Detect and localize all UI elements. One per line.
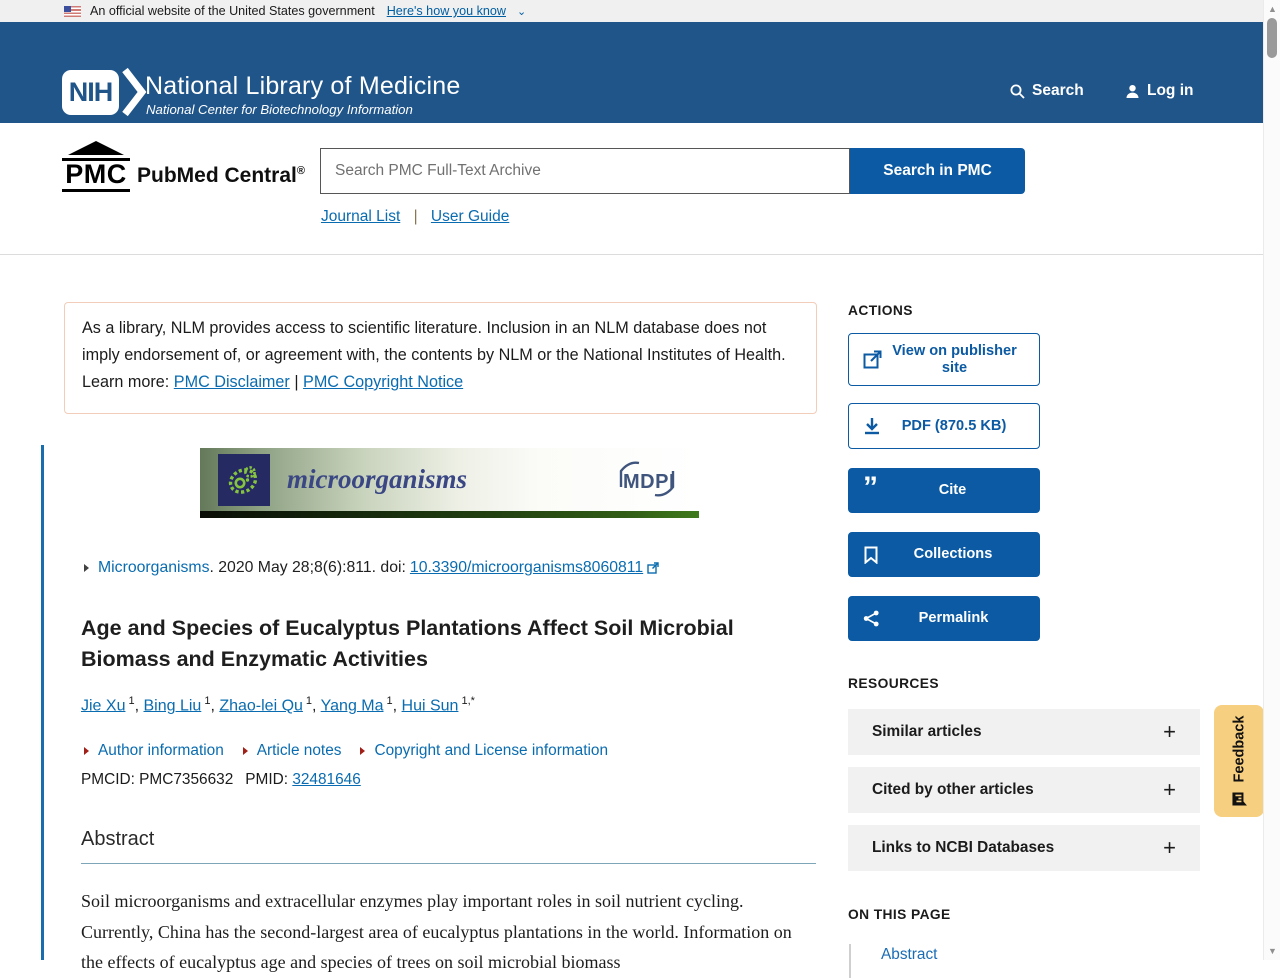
microorganisms-journal-icon — [218, 454, 270, 506]
accordion-label: Links to NCBI Databases — [872, 839, 1055, 856]
feedback-label: Feedback — [1231, 715, 1247, 782]
on-this-page-heading: ON THIS PAGE — [848, 907, 951, 922]
similar-articles-accordion[interactable] — [848, 709, 1200, 755]
download-icon — [863, 417, 881, 435]
cited-by-accordion[interactable] — [848, 767, 1200, 813]
author-affiliation-sup: 1 — [305, 695, 313, 707]
author-list: Jie Xu $^1$, Bing Liu $^1$, Zhao-lei Qu $^1$, Yang Ma $^1$, Hui Sun $^{1,*}$ — [81, 695, 475, 715]
pmc-logo[interactable] — [64, 141, 305, 192]
journal-link[interactable]: Microorganisms — [98, 559, 210, 576]
article-title: Age and Species of Eucalyptus Plantations Affect Soil Microbial Biomass and Enzymatic Activities — [81, 616, 734, 671]
pmc-logo-name: PubMed Central® — [137, 163, 305, 187]
article-notes-toggle[interactable] — [243, 742, 342, 760]
triangle-marker-icon — [84, 747, 89, 755]
nih-logo-chevron-icon — [121, 67, 147, 117]
pmid-label: PMID: — [245, 771, 293, 788]
author-link[interactable]: Jie Xu — [81, 697, 126, 715]
accordion-label: Cited by other articles — [872, 781, 1034, 798]
article-ids — [81, 771, 361, 789]
bookmark-icon — [863, 546, 879, 564]
nlm-disclaimer-box — [64, 302, 817, 414]
external-link-icon — [863, 350, 882, 369]
quote-icon: ” — [863, 470, 878, 504]
pmcid-value: PMC7356632 — [139, 771, 234, 788]
disclaimer-text: As a library, NLM provides access to scientific literature. Inclusion in an NLM database does not imply endorsement of, or agreement with, the contents by NLM or the National Institutes of Health. — [82, 319, 786, 364]
author-link[interactable]: Zhao-lei Qu — [219, 697, 303, 715]
pmc-disclaimer-link[interactable]: PMC Disclaimer — [173, 373, 290, 391]
nlm-header — [0, 22, 1263, 123]
user-guide-link[interactable]: User Guide — [430, 208, 510, 225]
nlm-subtitle: National Center for Biotechnology Information — [146, 102, 413, 117]
accordion-label: Similar articles — [872, 723, 982, 740]
nlm-title: National Library of Medicine — [145, 72, 461, 100]
on-this-page-abstract-link[interactable]: Abstract — [881, 946, 938, 963]
view-on-publisher-button[interactable] — [848, 333, 1040, 386]
search-icon — [1010, 84, 1025, 99]
pmc-quick-links — [321, 208, 509, 226]
journal-banner-strip — [200, 511, 699, 518]
author-affiliation-sup: 1,* — [461, 695, 475, 707]
collections-button[interactable] — [848, 532, 1040, 577]
article-left-rule — [41, 445, 44, 960]
plus-icon: + — [1163, 777, 1176, 802]
citation-text: . 2020 May 28;8(6):811. doi: — [209, 559, 406, 576]
abstract-heading: Abstract — [81, 828, 816, 864]
author-link[interactable]: Hui Sun — [401, 697, 459, 715]
author-affiliation-sup: 1 — [128, 695, 135, 707]
feedback-icon — [1231, 790, 1248, 807]
doi-link[interactable]: 10.3390/microorganisms8060811 — [410, 559, 659, 577]
resources-heading: RESOURCES — [848, 676, 939, 691]
citation-line — [84, 559, 659, 577]
copyright-license-link: Copyright and License information — [374, 742, 609, 759]
plus-icon: + — [1163, 835, 1176, 860]
header-login-button[interactable] — [1125, 82, 1194, 100]
triangle-marker-icon — [84, 564, 89, 572]
pmc-bar — [0, 123, 1263, 255]
gov-banner-text: An official website of the United States government — [90, 4, 375, 18]
pmc-building-icon — [64, 141, 128, 192]
article-meta-links — [84, 742, 608, 760]
permalink-button[interactable] — [848, 596, 1040, 641]
us-flag-icon — [64, 6, 81, 17]
scroll-down-arrow[interactable]: ▼ — [1268, 946, 1277, 956]
pmcid-label: PMCID: — [81, 771, 140, 788]
pmc-search-input[interactable] — [320, 148, 850, 194]
chevron-down-icon: ⌄ — [517, 5, 527, 18]
mdpi-logo: MDPI — [615, 457, 679, 503]
actions-heading: ACTIONS — [848, 303, 913, 318]
author-affiliation-sup: 1 — [204, 695, 211, 707]
author-link[interactable]: Yang Ma — [320, 697, 384, 715]
pmc-abbr: PMC — [62, 158, 130, 192]
share-icon — [863, 610, 880, 627]
ncbi-links-accordion[interactable] — [848, 825, 1200, 871]
scroll-up-arrow[interactable]: ▲ — [1268, 4, 1277, 14]
header-search-button[interactable] — [1010, 82, 1084, 100]
disclaimer-learn-more: Learn more: — [82, 373, 174, 391]
author-information-link: Author information — [98, 742, 224, 759]
article-notes-link: Article notes — [256, 742, 342, 759]
nih-logo[interactable] — [62, 67, 147, 117]
header-search-label: Search — [1032, 82, 1084, 99]
triangle-marker-icon — [243, 747, 248, 755]
copyright-license-toggle[interactable] — [360, 742, 608, 760]
author-link[interactable]: Bing Liu — [143, 697, 202, 715]
how-you-know-link[interactable]: Here's how you know — [386, 4, 506, 18]
links-separator: | — [413, 208, 418, 225]
button-label: View on publisher site — [892, 342, 1017, 376]
on-this-page-nav — [849, 944, 937, 978]
cite-button[interactable] — [848, 468, 1040, 513]
triangle-marker-icon — [360, 747, 365, 755]
gov-banner — [0, 0, 1263, 22]
external-link-icon — [647, 562, 659, 574]
scrollbar-thumb[interactable] — [1267, 18, 1277, 58]
feedback-button[interactable] — [1214, 705, 1264, 817]
pmc-search-button[interactable]: Search in PMC — [850, 148, 1025, 194]
person-icon — [1125, 84, 1140, 99]
disclaimer-separator: | — [294, 373, 304, 391]
author-affiliation-sup: 1 — [386, 695, 393, 707]
abstract-paragraph: Soil microorganisms and extracellular enzymes play important roles in soil nutrient cycling. Currently, China has the second-largest area of eucalyptus plantations in the world. Information on the effects of eucalyptus age and species of trees on soil microbial biomass — [81, 891, 792, 972]
button-label: PDF (870.5 KB) — [901, 417, 1007, 434]
scrollbar-track[interactable] — [1263, 0, 1280, 960]
journal-list-link[interactable]: Journal List — [321, 208, 401, 225]
plus-icon: + — [1163, 719, 1176, 744]
registered-mark: ® — [296, 164, 305, 177]
nih-logo-box: NIH — [62, 70, 119, 115]
journal-banner — [200, 448, 699, 518]
button-label: Collections — [913, 546, 993, 562]
pmc-copyright-link[interactable]: PMC Copyright Notice — [303, 373, 464, 391]
header-login-label: Log in — [1147, 82, 1194, 99]
button-label: Permalink — [918, 610, 989, 626]
author-information-toggle[interactable] — [84, 742, 224, 760]
button-label: Cite — [938, 482, 967, 498]
journal-name: microorganisms — [287, 464, 468, 494]
pmid-link[interactable]: 32481646 — [292, 771, 361, 788]
pdf-download-button[interactable] — [848, 403, 1040, 449]
